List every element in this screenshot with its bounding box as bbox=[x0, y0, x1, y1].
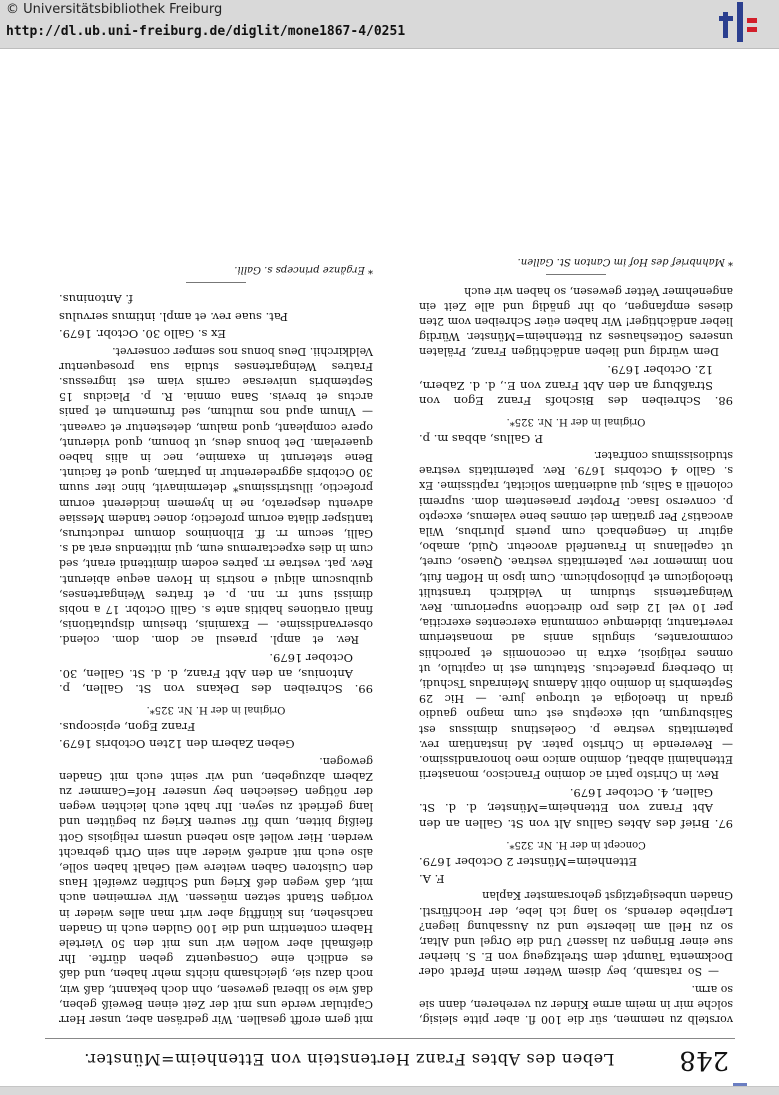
page-header bbox=[45, 1038, 735, 1079]
viewer-toolbar bbox=[0, 0, 779, 49]
paragraph: mit gern erofft gesallen. Wir gedräsen aber, unser Herr Capitular werde uns mit der Zeit einen Beweiß geben, daß wie so liberal gewesen, ohn doch bekannt, daß wir, noch dazu sie, gleichsamb nichts mehr haben, und daß es endlich eine Consequentz geben dürfte. Ihr dießmahl aber wollen wir uns mit den 50 Viertele Habern contentirn und die 100 Gulden euch in Gnaden nachsehen, ins künfftig aber wirt man alles wieder in vorigen Standt setzen müessen. Wir vermeinen auch mit, daß wegen deß Krieg und Schiffen zweifelt Haus den Cuistoren Gaben weitere weil Gehalt haben solle, also euch mit andreß wieder ahn sein Orth gebracht werden. Hier wollet also nebend unsern religiosis Gott fleißig bitten, umb für seuren Krieg zu begütten und lang gefriedt zu seyen. Ihr habt euch leichten wegen der nötigen Gesiechen bey unserer Hof=Cammer zu Zabern abzugeben, und wir seint euch mit Gnaden gewogen. bbox=[59, 754, 373, 1026]
footnote-rule bbox=[546, 274, 606, 275]
left-column bbox=[419, 253, 733, 1027]
source-note: Concept in der H. Nr. 325*. bbox=[506, 838, 646, 850]
paragraph: Rev. et ampl. praesul ac dom. dom. colend. observandissime. — Examinis, thesium disputationis, finali orationes habitis ante s. Galli Octobr. 17 a nobis dimissi sunt rr. nn. p. et fratres Weingartenses, quibuscum aliqui e nostris in Hoven aeque abierunt. Rev. pat. vestrae rr. patres eodem dimittendi erant, sed cum in dies expectaremus eum, qui mittendus erat ad s. Galli, secum rr. ff. Elhonimos domum reducturus, tantisper dilata eorum profectio; donec tandem Messiae adventu desperato, ne in hyemem inciderent eorum profectio, illustrissimus* determinavit, hinc iter suum 30 Octobris aggrederentur in patriam, quod et faciunt. Bene steterunt in examine, nec in aliis habeo quaerelam. Det bonus deus, ut bonum, quod viderunt, opere compleant, quod malum, detestentur et caveant. — Vinum apud nos multum, sed frumentum et panis arctus et brevis. Sana omnia. R. p. Placidus 15 Septembris universae carnis viam est ingressus. Fratres Weingartenses studia sua prosequentur Veldkirchii. Deus bonus nos semper conservet. bbox=[59, 344, 373, 647]
viewer-statusbar bbox=[0, 1086, 779, 1095]
university-logo-icon bbox=[719, 2, 759, 44]
signature: F. A. bbox=[419, 872, 445, 887]
signature: f. Antoninus. bbox=[59, 292, 133, 307]
footnote-rule bbox=[186, 282, 246, 283]
paragraph: — So ratsamb, bey disem Wetter mein Pferdt oder Dockmenta Taumpt dem Streltzgeug von E. S. hierher sue einer Bringen zu lassen? Und die Orgel und Altar, so zu Hell am lieberste und zu Aussahung liegen? Lerpliebe derends, so lang ich lebe, der Hochfürstl. Gnaden unbesigetzigst gehorsamster Kaplan bbox=[419, 889, 733, 979]
running-title: Leben des Abtes Franz Hertenstein von Ettenheim=Münster. bbox=[83, 1050, 615, 1069]
entry-heading: 97. Brief des Abtes Gallus Alt von St. Gallen an den Abt Franz von Ettenheim=Münster, d. d. St. Gallen, 4. October 1679. bbox=[419, 785, 733, 831]
signature: Franz Egon, episcopus. bbox=[59, 719, 196, 734]
right-column bbox=[59, 261, 373, 1027]
copyright-notice: © Universitätsbibliothek Freiburg bbox=[6, 2, 223, 17]
paragraph: vorstelb zu nemmen, sür die 100 fl. aber pitte sleisig, solche mir in meim arme Kinder zu vereheren, dann sie so arm. bbox=[419, 982, 733, 1026]
footnote: * Ergänze princeps s. Galli. bbox=[234, 263, 373, 275]
date-line: Ex s. Gallo 30. Octobr. 1679. bbox=[59, 327, 226, 342]
entry-heading: 99. Schreiben des Dekans von St. Gallen, p. Antonius, an den Abt Franz, d. d. St. Gallen, 30. October 1679. bbox=[59, 650, 373, 697]
entry-heading: 98. Schreiben des Bischofs Franz Egon von Straßburg an den Abt Franz von E., d. d. Zabern, 12. October 1679. bbox=[419, 362, 733, 409]
source-note: Original in der H. Nr. 325*. bbox=[146, 704, 286, 716]
paragraph: Dem würdig und lieben andächtigen Franz, Prälaten unseres Gotteshauses zu Ettenheim=Münster. Würdig lieber andächtiger! Wir haben eüer Schreiben vom 2ten dieses empfangen, ob ihr gnädig und alle Zeit ein angenehmer Vetter gewesen, so haben wir euch bbox=[419, 284, 733, 359]
paragraph: Rev. in Christo patri ac domino Francisco, monasterii Ettenhaimii abbati, domino amico meo honorandissimo. — Reverende in Christo pater. Ad instantiam rev. paternitatis vestrae p. Coelestinus dimissus est Salisburgum, ubi exceptus est cum magno gaudio gradu in theologia et utroque jure. — Hic 29 Septembris in domino obiit Adamus Meinradus Tschudi, in Oberberg praefectus. Statutum est in capitulo, ut omnes religiosi, extra in oeconomiis et parochiis commorantes, singulis annis ad monasterium revertantur, ibidemque communia exercentes exercitia, per 10 vel 12 dies pro directione superiorum. Rev. Weingartensis studium in Veldkirch transtulit theologicum et philosophicum. Cum ipso in Hoffen fuit, non immemor rev. paternitatis vestrae. Quaeso, curet, ut capellanus in Frauenfeld avocetur. Quid, amabo, agitur in Gengenbach cum pueris pluribus, Wila avocatis? Per gratiam dei omnes bene valemus, excepto p. converso Isaac. Propter praesentem dom. supremi colonelli a Salis, qui audientiam solicitat, raptissime. Ex s. Gallo 4 Octobris 1679. Rev. paternitatis vestrae studiosissimus confrater. bbox=[419, 448, 733, 782]
footnote: * Mahnbrief des Hof im Canton St. Gallen. bbox=[517, 256, 733, 268]
page-number: 248 bbox=[679, 1045, 729, 1075]
scanned-page bbox=[0, 49, 779, 1085]
signature: P. Gallus, abbas m. p. bbox=[419, 431, 543, 446]
document-url[interactable]: http://dl.ub.uni-freiburg.de/diglit/mone1867-4/0251 bbox=[6, 24, 406, 39]
date-line: Ettenheim=Münster 2 October 1679. bbox=[419, 854, 637, 869]
closing: Pat. suae rev. et ampl. intimus servulus bbox=[59, 309, 288, 324]
page-position-marker bbox=[733, 1083, 747, 1086]
source-note: Original in der H. Nr. 325*. bbox=[506, 416, 646, 428]
date-line: Geben Zabern den 12ten Octobris 1679. bbox=[59, 737, 295, 752]
